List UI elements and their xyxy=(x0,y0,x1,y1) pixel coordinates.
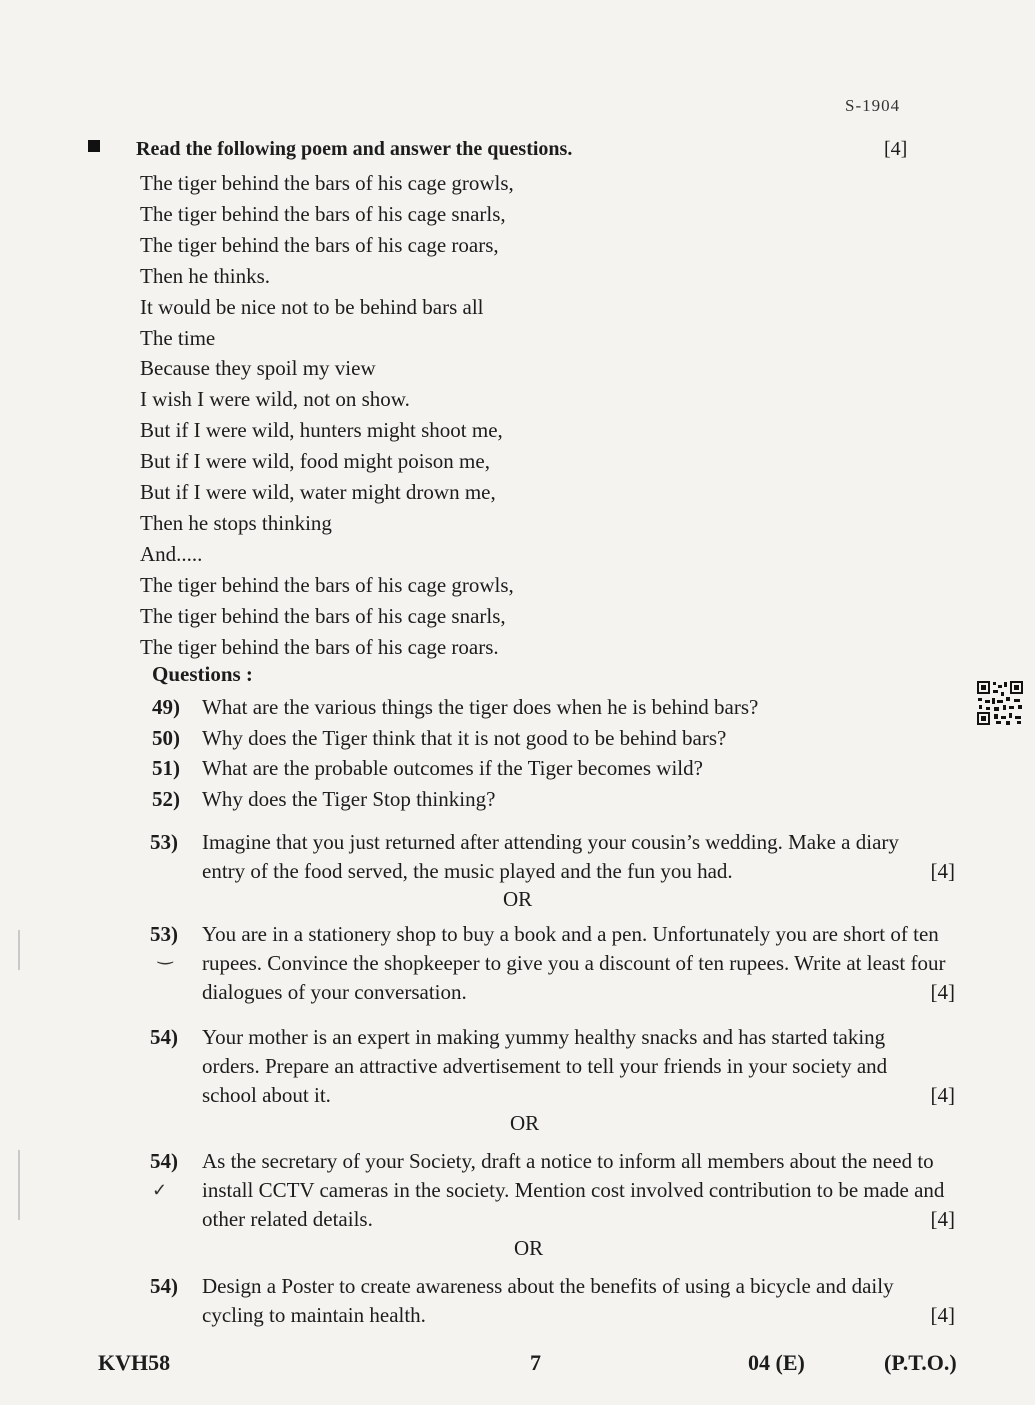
poem-line: The time xyxy=(140,325,216,350)
question-item xyxy=(152,753,758,784)
poem-line: Then he thinks. xyxy=(140,263,271,288)
poem-line: It would be nice not to be behind bars all xyxy=(140,294,484,319)
question-text: What are the various things the tiger does when he is behind bars? xyxy=(202,695,759,719)
footer-code-left: KVH58 xyxy=(98,1350,171,1375)
or-label: OR xyxy=(514,1236,544,1260)
task-text: Imagine that you just returned after attending your cousin’s wedding. Make a diary entry of the food served, the music played and the fun you had. xyxy=(202,830,899,883)
qr-code-icon xyxy=(976,680,1024,726)
footer-code-right: 04 (E) xyxy=(748,1350,805,1375)
task-marks: [4] xyxy=(930,980,955,1004)
scan-edge-mark xyxy=(18,1150,20,1220)
scan-edge-mark xyxy=(18,930,20,970)
task-text: Design a Poster to create awareness about the benefits of using a bicycle and daily cycling to maintain health. xyxy=(202,1274,894,1327)
question-text: Why does the Tiger Stop thinking? xyxy=(202,787,496,812)
or-label: OR xyxy=(503,887,533,911)
task-number: 53) xyxy=(150,830,178,854)
poem-line: And..... xyxy=(140,541,203,566)
task-text: As the secretary of your Society, draft a notice to inform all members about the need to install CCTV cameras in the society. Mention cost involved contribution to be made and other related details. xyxy=(202,1149,945,1231)
task-number: 53) xyxy=(150,922,178,946)
task-54-advertisement xyxy=(150,1023,955,1110)
bullet-square-icon xyxy=(88,140,100,152)
questions-heading: Questions : xyxy=(152,662,253,686)
question-number: 49) xyxy=(152,695,180,719)
poem-line: Then he stops thinking xyxy=(140,510,332,535)
question-number: 50) xyxy=(152,725,180,750)
handwritten-tick-mark: ‿ xyxy=(158,944,173,964)
poem-line: The tiger behind the bars of his cage snarls, xyxy=(140,603,506,628)
question-text: Why does the Tiger think that it is not good to be behind bars? xyxy=(202,725,727,750)
question-item xyxy=(152,723,758,754)
poem-line: But if I were wild, hunters might shoot me, xyxy=(140,418,503,443)
paper-code: S-1904 xyxy=(845,96,901,115)
question-list xyxy=(152,692,758,815)
instruction-marks: [4] xyxy=(884,138,908,160)
poem-line: The tiger behind the bars of his cage roars. xyxy=(140,634,499,659)
question-number: 51) xyxy=(152,756,180,781)
task-54-notice xyxy=(150,1147,955,1234)
task-54-poster xyxy=(150,1272,955,1330)
page-number: 7 xyxy=(530,1350,541,1375)
question-text: What are the probable outcomes if the Tiger becomes wild? xyxy=(202,756,703,781)
poem-line: The tiger behind the bars of his cage snarls, xyxy=(140,201,506,226)
or-label: OR xyxy=(510,1111,540,1135)
instruction-text: Read the following poem and answer the questions. xyxy=(136,138,573,160)
poem-line: The tiger behind the bars of his cage growls, xyxy=(140,171,514,195)
handwritten-tick-mark: ✓ xyxy=(152,1180,168,1200)
poem-line: I wish I were wild, not on show. xyxy=(140,387,410,412)
task-text: Your mother is an expert in making yummy healthy snacks and has started taking orders. Prepare an attractive advertisement to tell your friends in your society and school about it. xyxy=(202,1025,888,1107)
poem-line: Because they spoil my view xyxy=(140,356,376,381)
task-marks: [4] xyxy=(930,1207,955,1231)
question-item xyxy=(152,692,758,723)
poem-line: The tiger behind the bars of his cage growls, xyxy=(140,572,514,597)
poem-line: But if I were wild, water might drown me, xyxy=(140,480,496,505)
task-number: 54) xyxy=(150,1149,178,1173)
task-marks: [4] xyxy=(930,859,955,883)
poem xyxy=(140,168,514,663)
task-marks: [4] xyxy=(930,1083,955,1107)
task-marks: [4] xyxy=(930,1303,955,1327)
poem-line: But if I were wild, food might poison me, xyxy=(140,449,490,474)
question-number: 52) xyxy=(152,787,180,812)
task-53-diary xyxy=(150,828,955,886)
task-number: 54) xyxy=(150,1025,178,1049)
question-item xyxy=(152,784,758,815)
task-number: 54) xyxy=(150,1274,178,1298)
task-53-dialogue xyxy=(150,920,955,1007)
task-text: You are in a stationery shop to buy a book and a pen. Unfortunately you are short of ten rupees. Convince the shopkeeper to give you a discount of ten rupees. Write at least four dialogues of your conversation. xyxy=(202,922,946,1004)
pto-label: (P.T.O.) xyxy=(884,1350,957,1375)
poem-line: The tiger behind the bars of his cage roars, xyxy=(140,232,499,257)
